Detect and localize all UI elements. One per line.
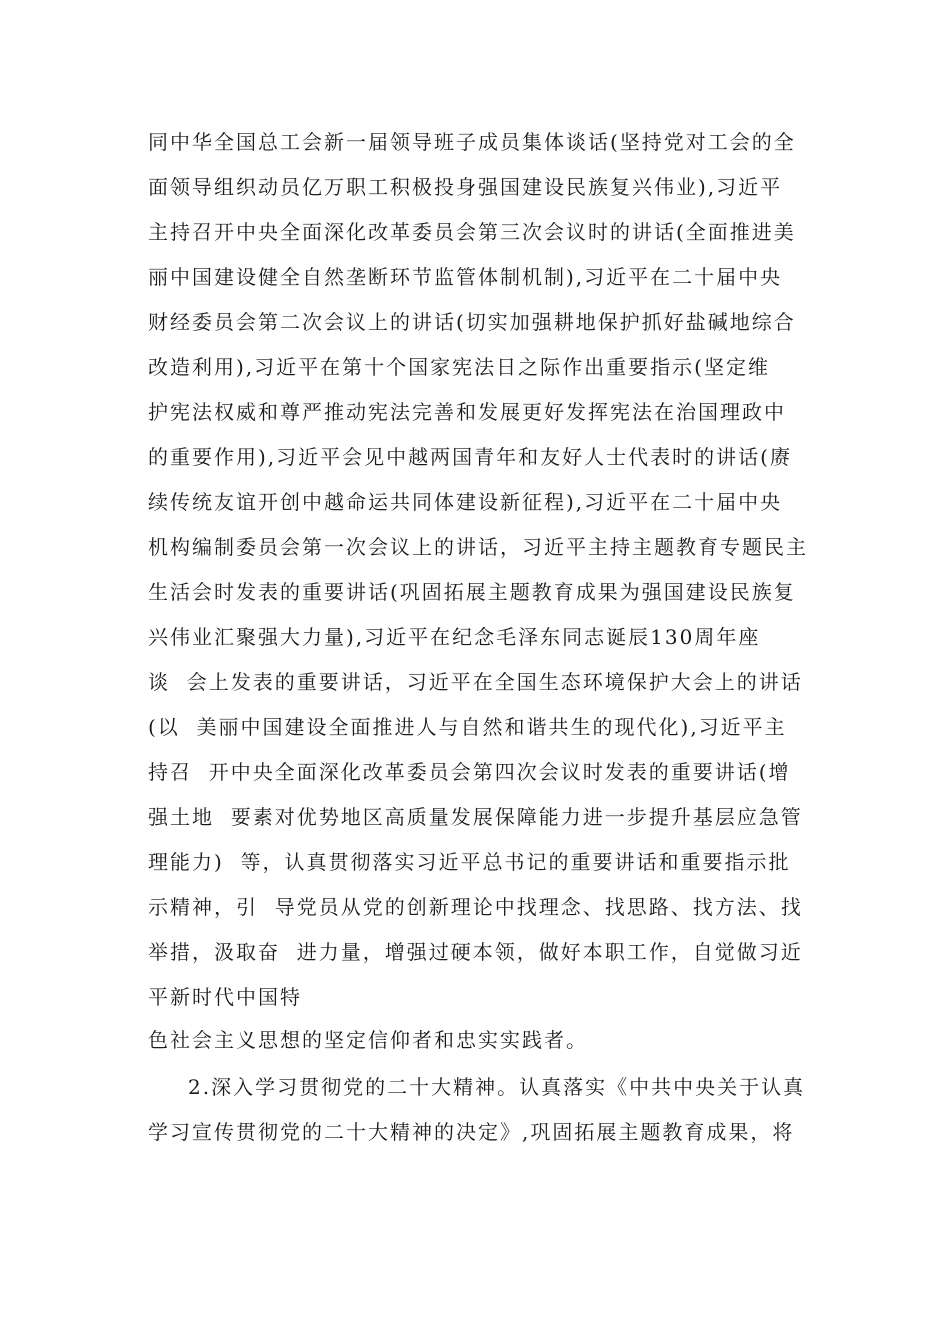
paragraph-line: 持召 开中央全面深化改革委员会第四次会议时发表的重要讲话(增: [148, 760, 791, 784]
section-heading-line: 2.深入学习贯彻党的二十大精神。认真落实《中共中央关于认真: [188, 1075, 806, 1099]
paragraph-line: (以 美丽中国建设全面推进人与自然和谐共生的现代化),习近平主: [148, 715, 787, 739]
paragraph-line: 色社会主义思想的坚定信仰者和忠实实践者。: [148, 1028, 588, 1052]
paragraph-line: 举措，汲取奋 进力量，增强过硬本领，做好本职工作，自觉做习近: [148, 940, 803, 964]
paragraph-line: 兴伟业汇聚强大力量),习近平在纪念毛泽东同志诞辰130周年座: [148, 625, 761, 649]
paragraph-line: 机构编制委员会第一次会议上的讲话，习近平主持主题教育专题民主: [148, 535, 808, 559]
paragraph-line: 改造利用),习近平在第十个国家宪法日之际作出重要指示(坚定维: [148, 355, 770, 379]
paragraph-line: 丽中国建设健全自然垄断环节监管体制机制),习近平在二十届中央: [148, 265, 783, 289]
paragraph-line: 理能力) 等，认真贯彻落实习近平总书记的重要讲话和重要指示批: [148, 850, 791, 874]
paragraph-line: 主持召开中央全面深化改革委员会第三次会议时的讲话(全面推进美: [148, 220, 796, 244]
paragraph-line: 的重要作用),习近平会见中越两国青年和友好人士代表时的讲话(赓: [148, 445, 792, 469]
paragraph-line: 面领导组织动员亿万职工积极投身强国建设民族复兴伟业),习近平: [148, 175, 783, 199]
paragraph-line: 同中华全国总工会新一届领导班子成员集体谈话(坚持党对工会的全: [148, 130, 796, 154]
paragraph-line: 强土地 要素对优势地区高质量发展保障能力进一步提升基层应急管: [148, 805, 803, 829]
paragraph-line: 财经委员会第二次会议上的讲话(切实加强耕地保护抓好盐碱地综合: [148, 310, 796, 334]
paragraph-line: 生活会时发表的重要讲话(巩固拓展主题教育成果为强国建设民族复: [148, 580, 796, 604]
paragraph-line: 平新时代中国特: [148, 985, 302, 1009]
paragraph-line: 谈 会上发表的重要讲话，习近平在全国生态环境保护大会上的讲话: [148, 670, 803, 694]
paragraph-line: 示精神，引 导党员从党的创新理论中找理念、找思路、找方法、找: [148, 895, 803, 919]
paragraph-line: 续传统友谊开创中越命运共同体建设新征程),习近平在二十届中央: [148, 490, 783, 514]
paragraph-line: 学习宣传贯彻党的二十大精神的决定》,巩固拓展主题教育成果，将: [148, 1120, 795, 1144]
paragraph-line: 护宪法权威和尊严推动宪法完善和发展更好发挥宪法在治国理政中: [148, 400, 786, 424]
